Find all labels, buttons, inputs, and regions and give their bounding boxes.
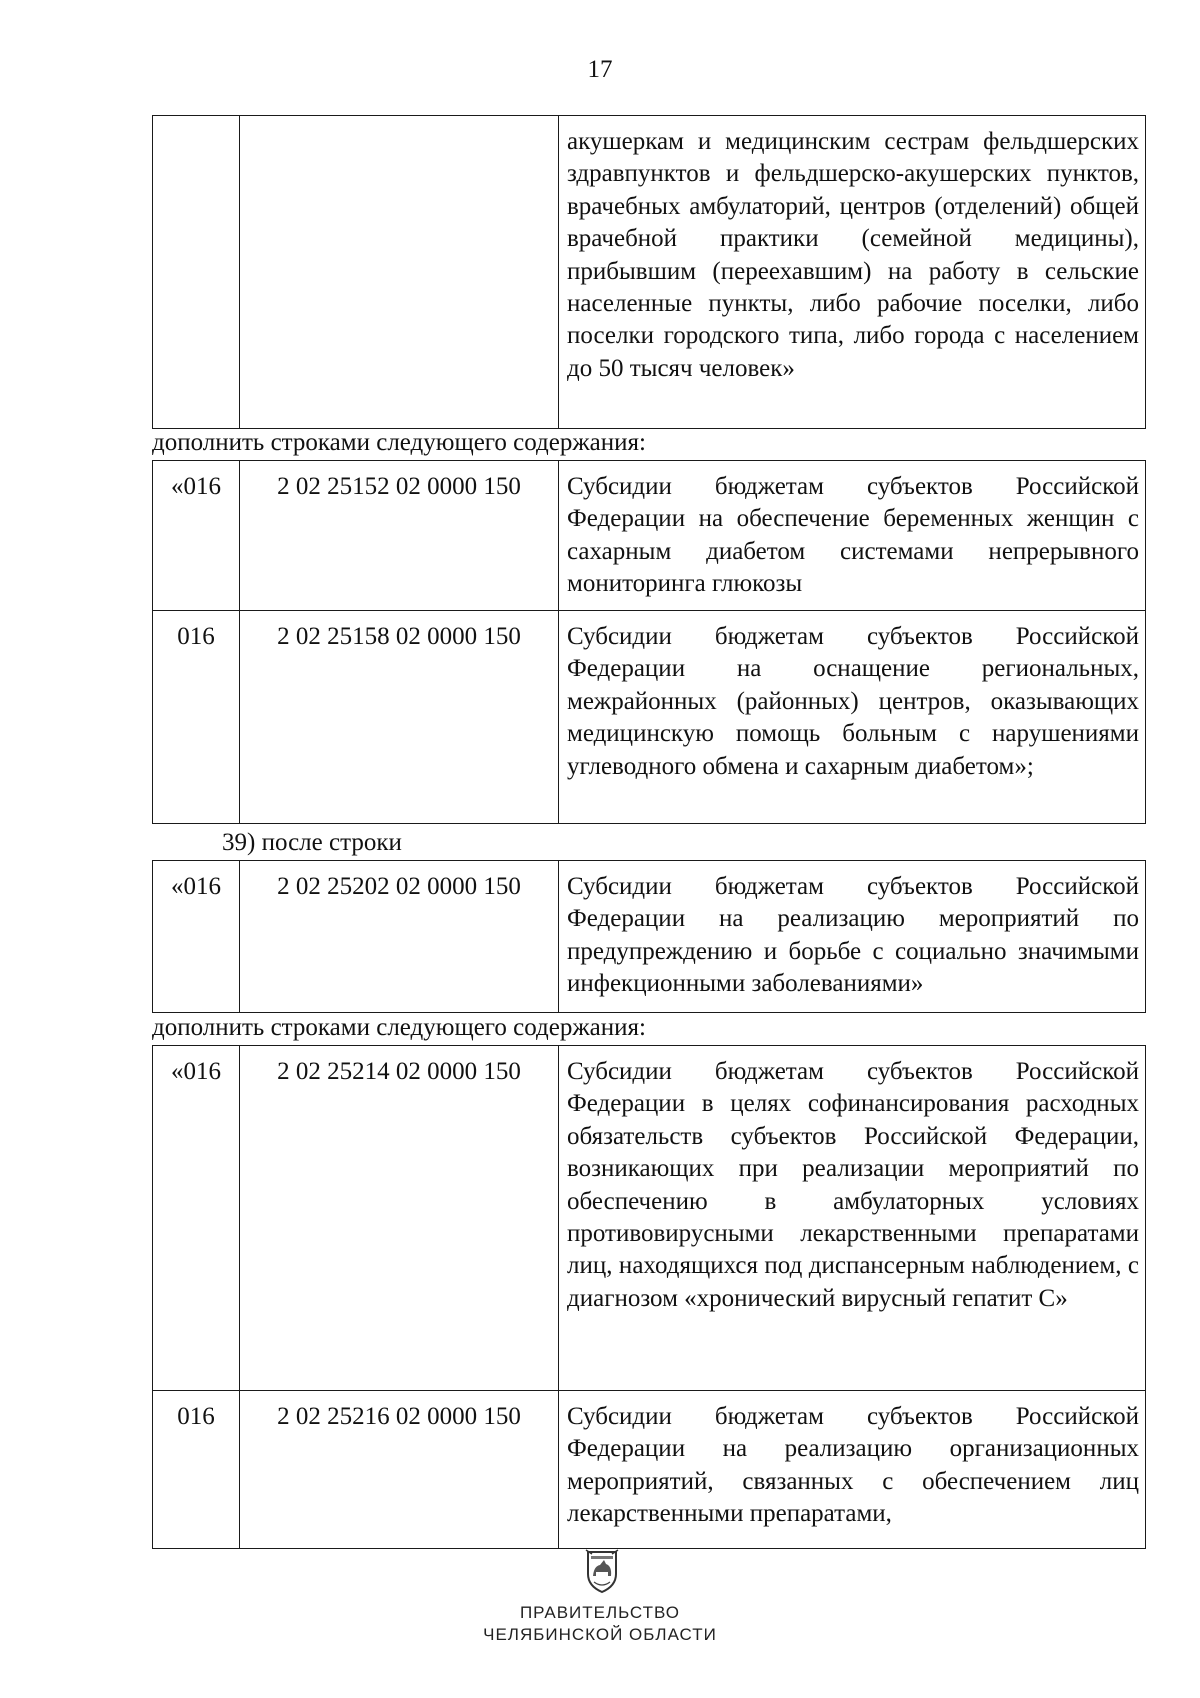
cell-kbk: 2 02 25214 02 0000 150: [240, 1046, 559, 1391]
cell-description: [559, 1046, 1146, 1391]
cell-description-text: Субсидии бюджетам субъектов Российской Федерации на реализацию организационных мероприятий, связанных с обеспечением лиц лекарственными препаратами,: [567, 1403, 1139, 1528]
cell-description-text: Субсидии бюджетам субъектов Российской Федерации на реализацию мероприятий по предупреждению и борьбе с социально значимыми инфекционными заболеваниями»: [567, 873, 1139, 998]
table-added-rows-2: [152, 1045, 1146, 1549]
table-continuation: [152, 115, 1146, 429]
cell-code: «016: [153, 1046, 240, 1391]
cell-code: [153, 116, 240, 429]
footer-org-line1: ПРАВИТЕЛЬСТВО: [519, 1603, 681, 1622]
instruction-after-row: 39) после строки: [222, 829, 402, 856]
cell-description: [559, 1391, 1146, 1549]
page-number: 17: [587, 56, 613, 83]
cell-description-text: Субсидии бюджетам субъектов Российской Федерации в целях софинансирования расходных обязательств субъектов Российской Федерации, возникающих при реализации мероприятий по обеспечению в амбулаторных условиях противовирусными лекарственными препаратами лиц, находящихся под диспансерным наблюдением, с диагнозом «хронический вирусный гепатит С»: [567, 1058, 1139, 1312]
table-row: [153, 116, 1146, 429]
cell-description: [559, 461, 1146, 611]
cell-description-text: Субсидии бюджетам субъектов Российской Федерации на оснащение региональных, межрайонных (районных) центров, оказывающих медицинскую помощь больным с нарушениями углеводного обмена и сахарным диабетом»;: [567, 623, 1139, 780]
cell-code: «016: [153, 861, 240, 1013]
table-added-rows-1: [152, 460, 1146, 824]
cell-kbk: 2 02 25216 02 0000 150: [240, 1391, 559, 1549]
instruction-add-rows: дополнить строками следующего содержания:: [152, 1014, 646, 1041]
cell-description-text: Субсидии бюджетам субъектов Российской Федерации на обеспечение беременных женщин с сахарным диабетом системами непрерывного мониторинга глюкозы: [567, 473, 1139, 598]
cell-kbk: 2 02 25152 02 0000 150: [240, 461, 559, 611]
cell-code: «016: [153, 461, 240, 611]
table-row: [153, 611, 1146, 824]
table-row: [153, 1046, 1146, 1391]
table-row: [153, 861, 1146, 1013]
table-row: [153, 1391, 1146, 1549]
cell-kbk: 2 02 25202 02 0000 150: [240, 861, 559, 1013]
table-row: [153, 461, 1146, 611]
cell-description: [559, 861, 1146, 1013]
table-reference-row: [152, 860, 1146, 1013]
coat-of-arms-icon: [582, 1548, 622, 1594]
cell-code: 016: [153, 611, 240, 824]
instruction-add-rows: дополнить строками следующего содержания:: [152, 429, 646, 456]
cell-description: [559, 611, 1146, 824]
cell-kbk: [240, 116, 559, 429]
footer-org-line2: ЧЕЛЯБИНСКОЙ ОБЛАСТИ: [483, 1625, 717, 1644]
cell-description: [559, 116, 1146, 429]
cell-kbk: 2 02 25158 02 0000 150: [240, 611, 559, 824]
cell-description-text: акушеркам и медицинским сестрам фельдшерских здравпунктов и фельдшерско-акушерских пунктов, врачебных амбулаторий, центров (отделений) общей врачебной практики (семейной медицины), прибывшим (переехавшим) на работу в сельские населенные пункты, либо рабочие поселки, либо поселки городского типа, либо города с населением до 50 тысяч человек»: [567, 128, 1139, 382]
cell-code: 016: [153, 1391, 240, 1549]
